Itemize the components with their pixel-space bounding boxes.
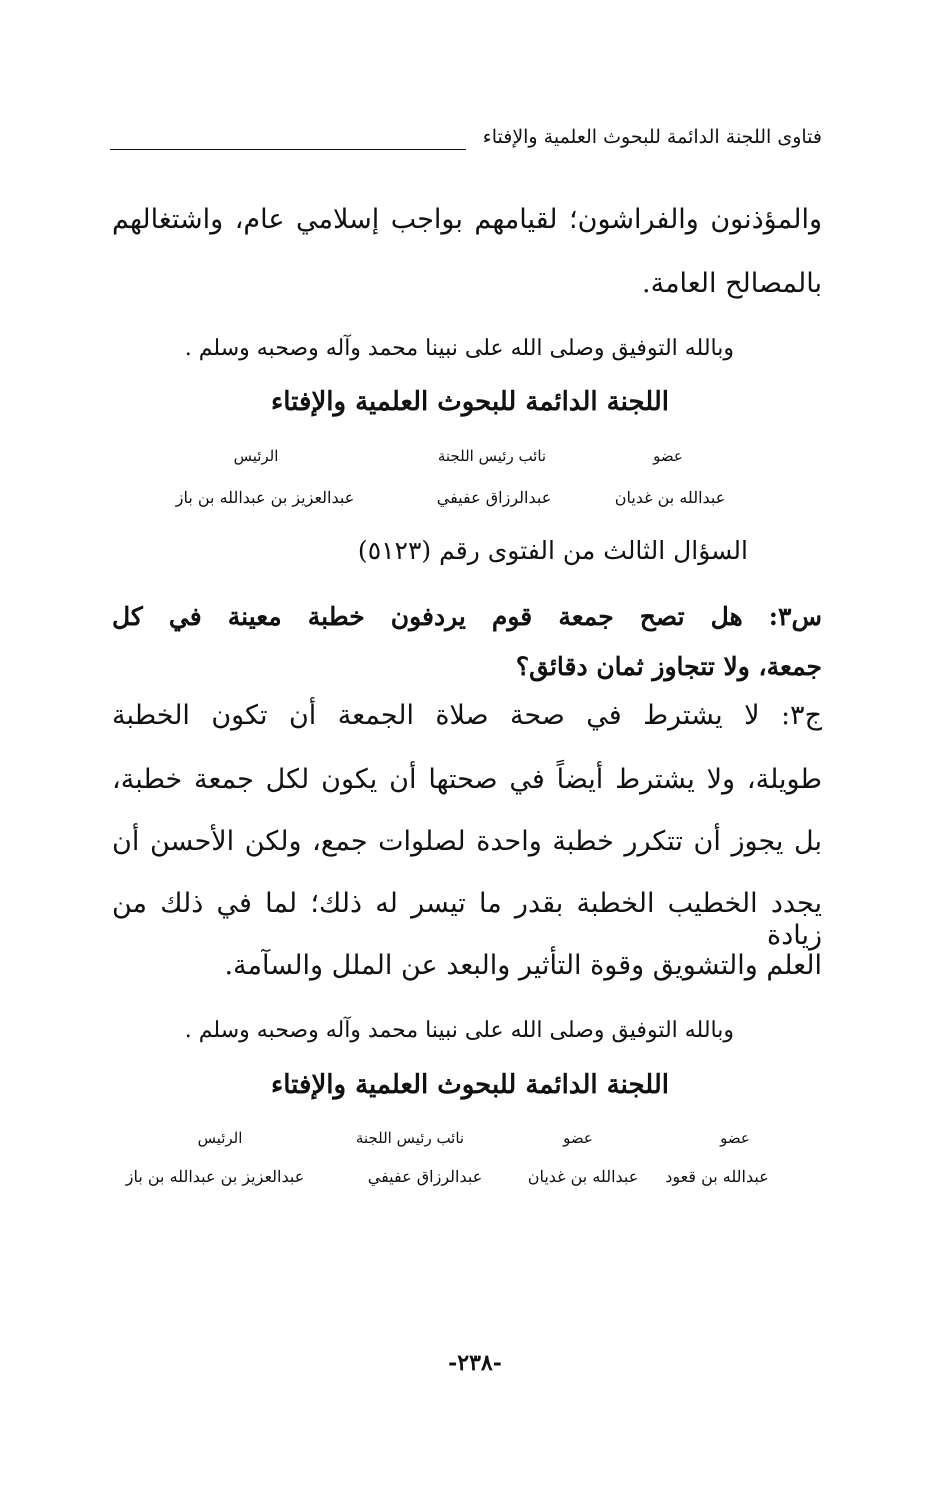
answer-line-2: طويلة، ولا يشترط أيضاً في صحتها أن يكون لكل جمعة خطبة، [112,764,822,795]
running-header [110,126,822,160]
signature-name: عبدالله بن غديان [527,1167,639,1186]
answer-line-5: العلم والتشويق وقوة التأثير والبعد عن الملل والسآمة. [224,950,822,981]
signature-name: عبدالله بن غديان [614,488,726,507]
answer-line-4: يجدد الخطيب الخطبة بقدر ما تيسر له ذلك؛ لما في ذلك من زيادة [112,888,822,952]
fatwa-heading: السؤال الثالث من الفتوى رقم (٥١٢٣) [357,536,748,565]
header-rule [110,149,466,150]
answer-line-1: ج٣: لا يشترط في صحة صلاة الجمعة أن تكون الخطبة [112,700,822,731]
committee-title-2: اللجنة الدائمة للبحوث العلمية والإفتاء [271,1070,669,1100]
signature-title: نائب رئيس اللجنة [355,1129,465,1147]
signature-title: عضو [653,447,683,465]
signature-name: عبدالعزيز بن عبدالله بن باز [175,488,355,507]
continuation-line-2: بالمصالح العامة. [642,268,822,299]
signature-title: عضو [720,1129,750,1147]
signature-name: عبدالله بن قعود [665,1167,769,1186]
signature-name: عبدالعزيز بن عبدالله بن باز [125,1167,305,1186]
signature-title: نائب رئيس اللجنة [437,447,547,465]
closing-formula-1: وبالله التوفيق وصلى الله على نبينا محمد وآله وصحبه وسلم . [184,336,734,361]
header-title: فتاوى اللجنة الدائمة للبحوث العلمية والإفتاء [482,126,822,148]
signature-title: الرئيس [197,1129,243,1147]
signature-title: عضو [563,1129,593,1147]
answer-line-3: بل يجوز أن تتكرر خطبة واحدة لصلوات جمع، ولكن الأحسن أن [112,826,822,857]
signature-name: عبدالرزاق عفيفي [367,1167,483,1186]
question-line-1: س٣: هل تصح جمعة قوم يردفون خطبة معينة في كل [112,602,822,631]
continuation-line-1: والمؤذنون والفراشون؛ لقيامهم بواجب إسلامي عام، واشتغالهم [112,204,822,235]
signature-title: الرئيس [233,447,279,465]
signature-name: عبدالرزاق عفيفي [436,488,552,507]
page-number: -٢٣٨- [448,1350,502,1376]
question-line-2: جمعة، ولا تتجاوز ثمان دقائق؟ [515,652,822,681]
committee-title-1: اللجنة الدائمة للبحوث العلمية والإفتاء [271,387,669,417]
closing-formula-2: وبالله التوفيق وصلى الله على نبينا محمد وآله وصحبه وسلم . [184,1018,734,1043]
